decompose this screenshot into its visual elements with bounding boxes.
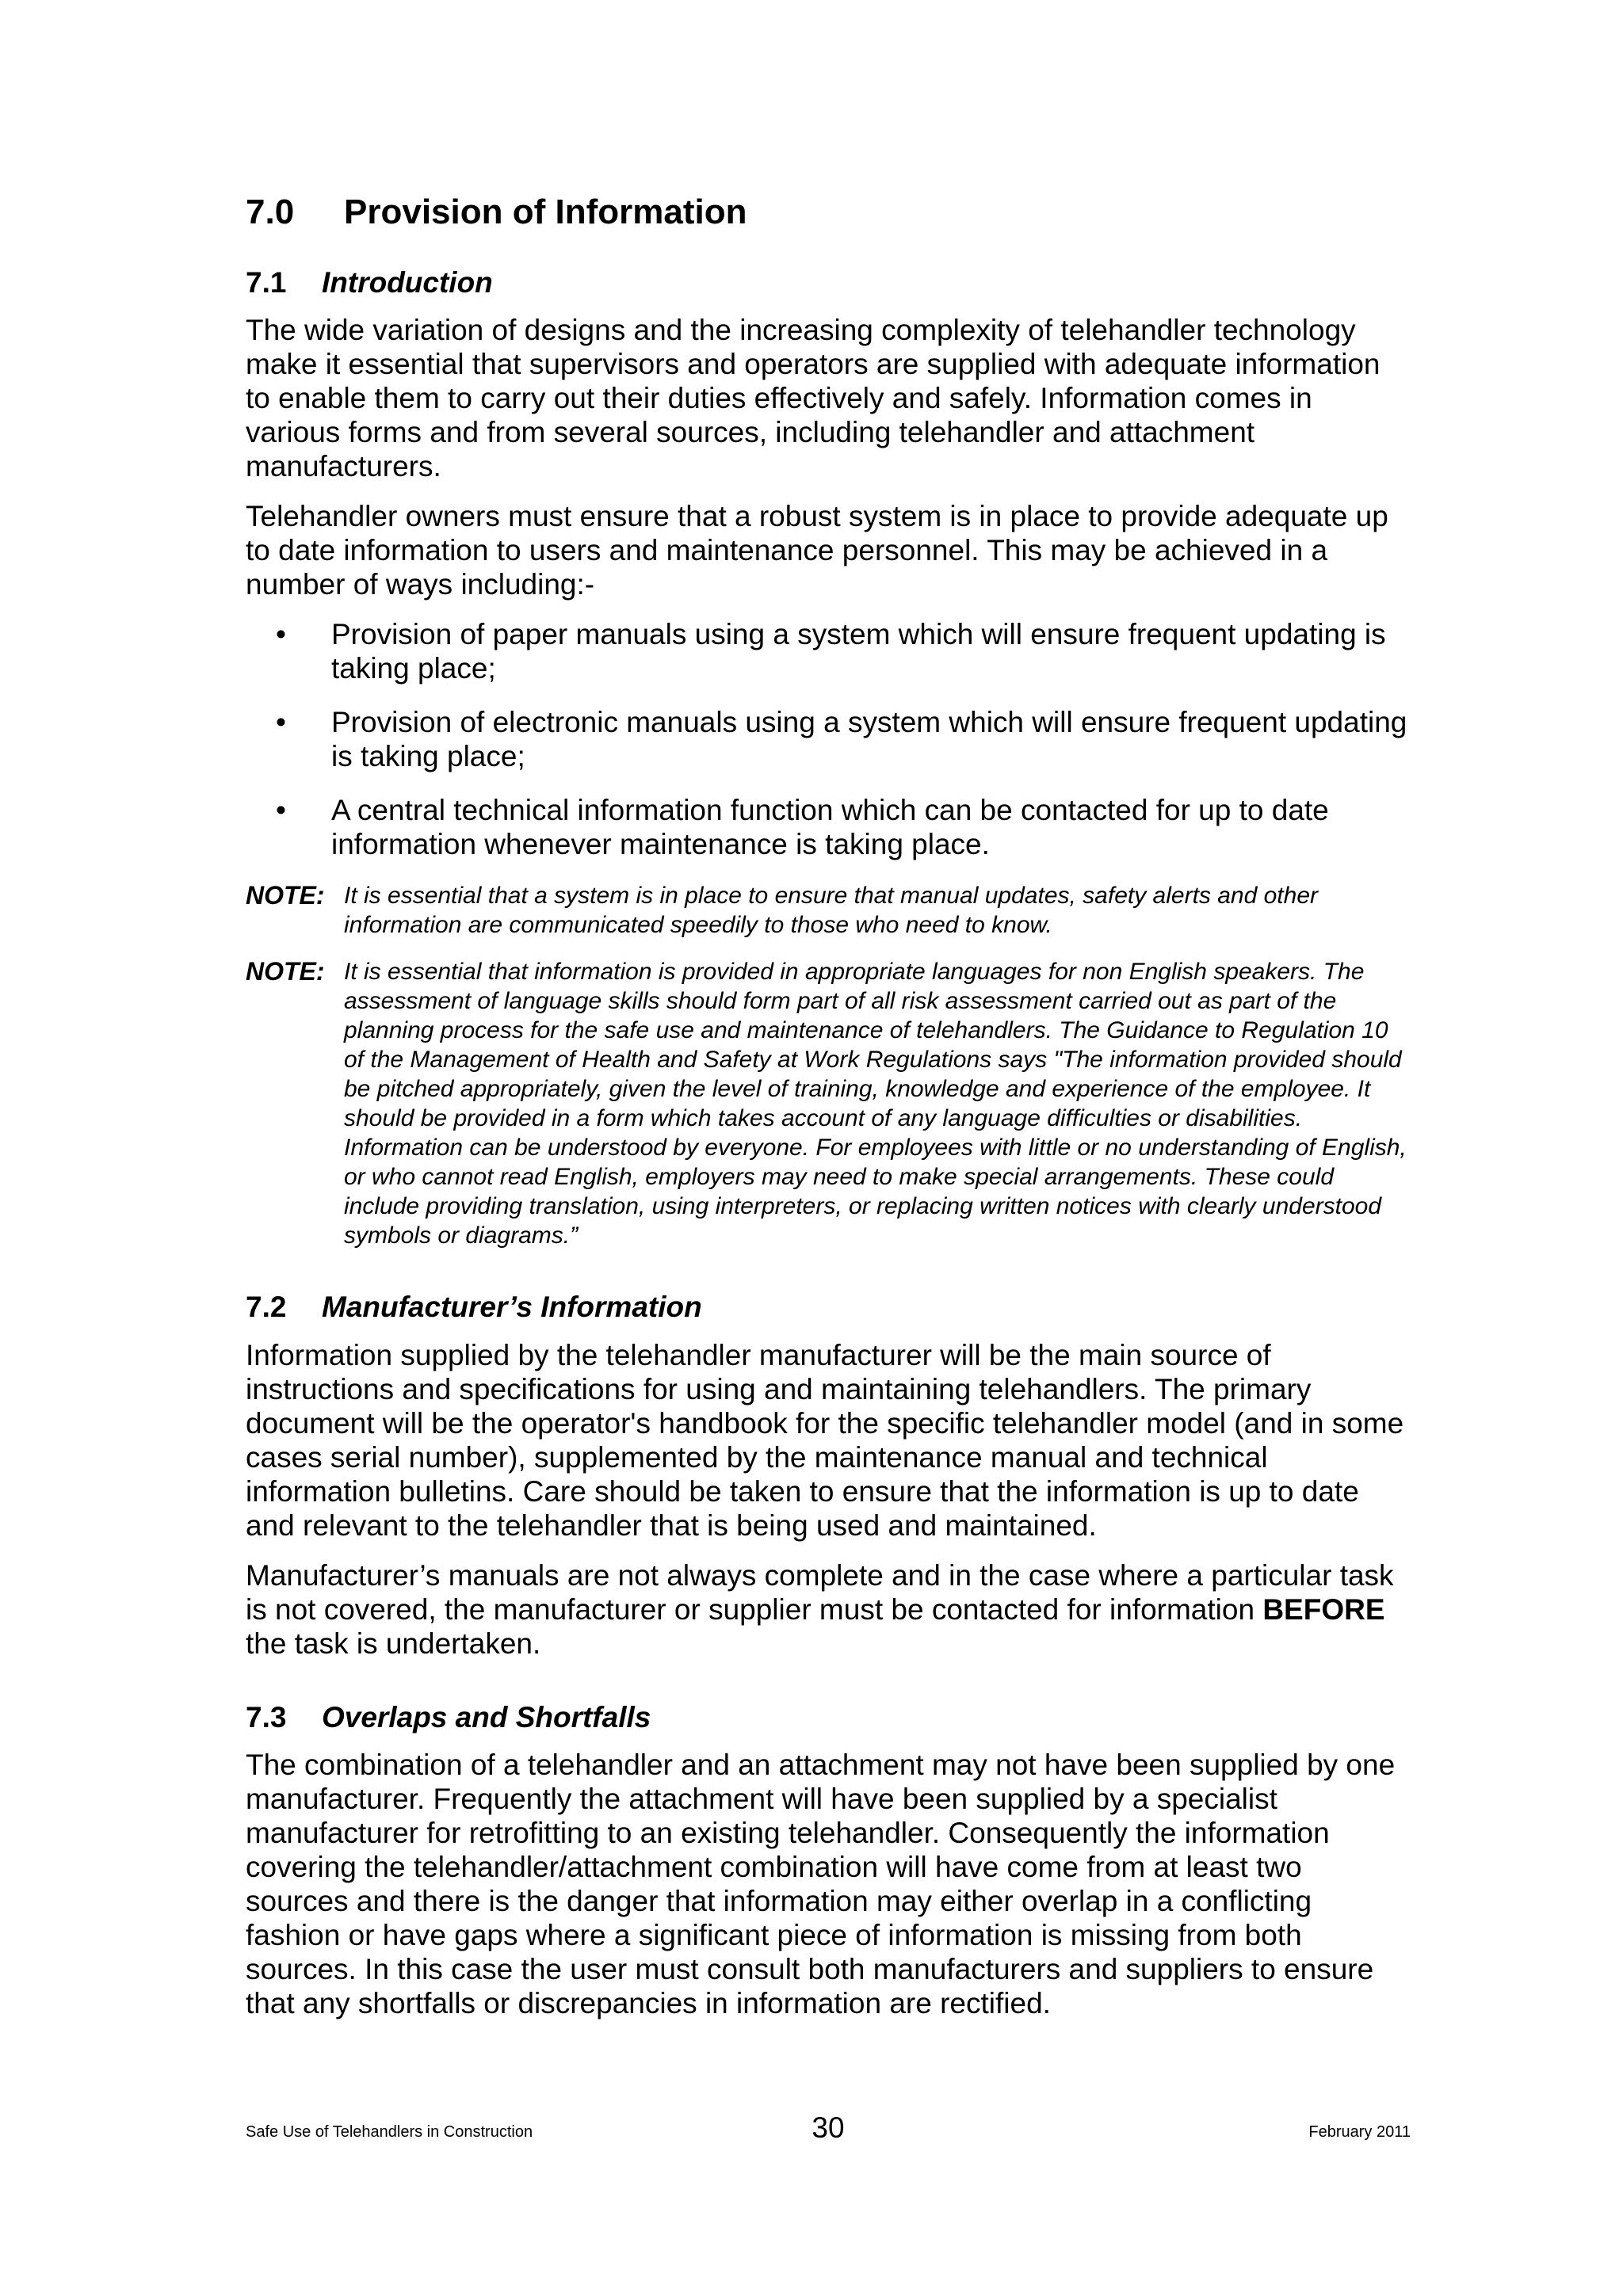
- paragraph-intro-2: Telehandler owners must ensure that a robust system is in place to provide adequate up to date information to users and maintenance personnel. This may be achieved in a number of ways including:-: [246, 500, 1388, 601]
- list-item: [246, 793, 1411, 861]
- page-number: 30: [812, 2111, 845, 2144]
- note-block-1: [246, 881, 1411, 940]
- footer-document-title: Safe Use of Telehandlers in Construction: [246, 2123, 533, 2141]
- paragraph-manufacturer-1: Information supplied by the telehandler manufacturer will be the main source of instructions and specifications for using and maintaining telehandlers. The primary document will be the operator's handbook for the specific telehandler model (and in some cases serial number), supplemented by the maintenance manual and technical information bulletins. Care should be taken to ensure that the information is up to date and relevant to the telehandler that is being used and maintained.: [246, 1338, 1404, 1542]
- note-label: NOTE:: [246, 881, 325, 910]
- note-text: It is essential that a system is in place to ensure that manual updates, safety alerts and other information are communicated speedily to those who need to know.: [344, 883, 1319, 939]
- note-block-2: [246, 957, 1411, 1250]
- subsection-heading-7-1: [246, 265, 1411, 300]
- bullet-icon: •: [276, 706, 286, 739]
- subsection-number: 7.3: [246, 1700, 287, 1733]
- text-run: Manufacturer’s manuals are not always complete and in the case where a particular task is not covered, the manufacturer or supplier must be contacted for information: [246, 1558, 1394, 1626]
- footer-date: February 2011: [1308, 2123, 1411, 2141]
- bullet-list: [246, 617, 1411, 861]
- list-item: [246, 617, 1411, 685]
- text-run: the task is undertaken.: [246, 1627, 541, 1660]
- document-page: [246, 192, 1411, 2036]
- list-item: [246, 705, 1411, 773]
- paragraph-manufacturer-2: [246, 1558, 1411, 1661]
- note-text: It is essential that information is provided in appropriate languages for non English speakers. The assessment of language skills should form part of all risk assessment carried out as part of the planning process for the safe use and maintenance of telehandlers. The Guidance to Regulation 10 of the Management of Health and Safety at Work Regulations says "The information provided should be pitched appropriately, given the level of training, knowledge and experience of the employee. It should be provided in a form which takes account of any language difficulties or disabilities. Information can be understood by everyone. For employees with little or no understanding of English, or who cannot read English, employers may need to make special arrangements. These could include providing translation, using interpreters, or replacing written notices with clearly understood symbols or diagrams.”: [344, 959, 1407, 1249]
- subsection-heading-7-2: [246, 1290, 1411, 1325]
- section-heading: [246, 192, 1411, 234]
- subsection-title: Manufacturer’s Information: [322, 1291, 702, 1324]
- section-title: Provision of Information: [344, 193, 747, 231]
- section-number: 7.0: [246, 193, 295, 231]
- subsection-title: Overlaps and Shortfalls: [322, 1700, 651, 1733]
- subsection-heading-7-3: [246, 1700, 1411, 1735]
- note-label: NOTE:: [246, 957, 325, 986]
- subsection-title: Introduction: [322, 265, 493, 299]
- list-item-text: A central technical information function which can be contacted for up to date information whenever maintenance is taking place.: [331, 794, 1329, 861]
- paragraph-overlaps-1: The combination of a telehandler and an attachment may not have been supplied by one manufacturer. Frequently the attachment will have been supplied by a specialist manufacturer for retrofitting to an existing telehandler. Consequently the information covering the telehandler/attachment combination will have come from at least two sources and there is the danger that information may either overlap in a conflicting fashion or have gaps where a significant piece of information is missing from both sources. In this case the user must consult both manufacturers and suppliers to ensure that any shortfalls or discrepancies in information are rectified.: [246, 1748, 1396, 2019]
- page-footer: [246, 2107, 1411, 2155]
- paragraph-intro-1: The wide variation of designs and the increasing complexity of telehandler technology make it essential that supervisors and operators are supplied with adequate information to enable them to carry out their duties effectively and safely. Information comes in various forms and from several sources, including telehandler and attachment manufacturers.: [246, 314, 1381, 483]
- list-item-text: Provision of paper manuals using a system which will ensure frequent updating is taking place;: [331, 618, 1386, 685]
- bullet-icon: •: [276, 794, 286, 827]
- subsection-number: 7.2: [246, 1291, 287, 1324]
- emphasis-before: BEFORE: [1262, 1592, 1385, 1626]
- bullet-icon: •: [276, 618, 286, 651]
- subsection-number: 7.1: [246, 265, 287, 299]
- list-item-text: Provision of electronic manuals using a system which will ensure frequent updating is taking place;: [331, 706, 1407, 773]
